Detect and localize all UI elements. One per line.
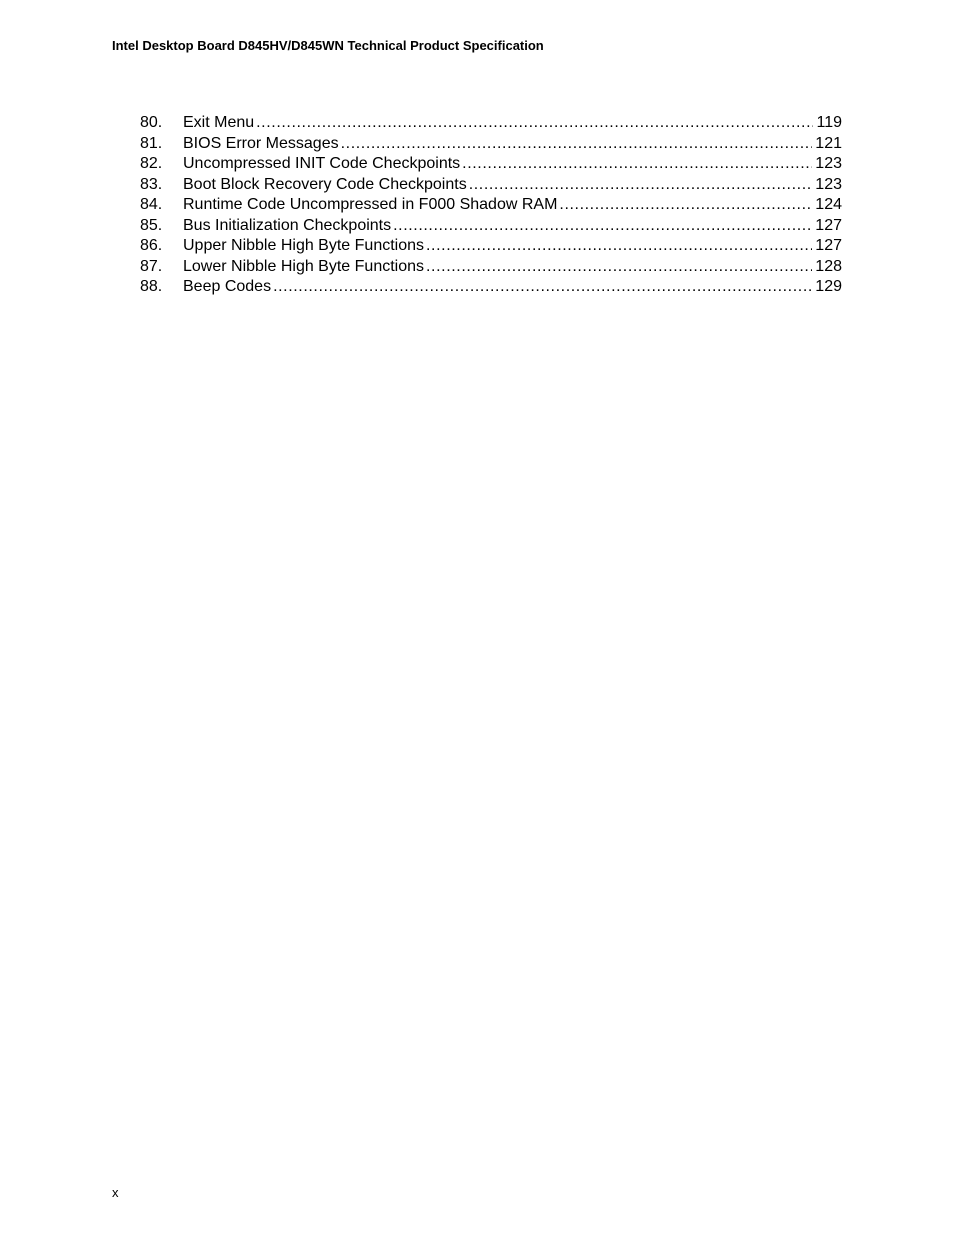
toc-entry-title: Bus Initialization Checkpoints (183, 216, 392, 234)
toc-dot-leader (393, 216, 812, 237)
toc-entry-page: 123 (815, 155, 842, 172)
toc-dot-leader (426, 257, 812, 278)
toc-entry-title: Uncompressed INIT Code Checkpoints (183, 155, 461, 172)
toc-entry-number: 81. (140, 134, 163, 152)
toc-dot-leader (273, 277, 812, 298)
toc-entry-page: 127 (815, 237, 842, 254)
toc-entry (140, 236, 842, 257)
toc-dot-leader (256, 113, 813, 134)
running-header: Intel Desktop Board D845HV/D845WN Technical Product Specification (112, 38, 544, 53)
toc-entry-page: 119 (816, 114, 842, 131)
toc-entry-page: 127 (815, 216, 842, 234)
toc-entry-page: 121 (815, 134, 842, 152)
toc-entry (140, 134, 842, 155)
toc-entry (140, 277, 842, 298)
toc-entry-page: 123 (815, 175, 842, 193)
toc-entry-number: 83. (140, 175, 163, 193)
toc-entry-page: 124 (815, 196, 842, 213)
toc-entry (140, 257, 842, 278)
toc-entry (140, 216, 842, 237)
toc-entry-title: Beep Codes (183, 278, 272, 295)
toc-entry (140, 113, 842, 134)
page-number: x (112, 1185, 119, 1200)
toc-entry (140, 154, 842, 175)
toc-entry-number: 86. (140, 237, 163, 254)
toc-entry (140, 195, 842, 216)
toc-entry-page: 128 (815, 257, 842, 275)
toc-entry-number: 88. (140, 278, 163, 295)
toc-entry-number: 84. (140, 196, 163, 213)
toc-entry-title: Upper Nibble High Byte Functions (183, 237, 425, 254)
toc-entry-number: 82. (140, 155, 163, 172)
table-of-contents (140, 113, 842, 298)
toc-entry-number: 87. (140, 257, 163, 275)
toc-entry-title: BIOS Error Messages (183, 134, 339, 152)
toc-dot-leader (469, 175, 813, 196)
toc-entry-title: Boot Block Recovery Code Checkpoints (183, 175, 467, 193)
toc-entry-title: Runtime Code Uncompressed in F000 Shadow RAM (183, 196, 558, 213)
toc-entry-title: Lower Nibble High Byte Functions (183, 257, 425, 275)
toc-dot-leader (559, 195, 812, 216)
toc-entry-number: 85. (140, 216, 163, 234)
toc-entry-page: 129 (815, 278, 842, 295)
toc-entry (140, 175, 842, 196)
toc-dot-leader (341, 134, 813, 155)
toc-entry-number: 80. (140, 114, 163, 131)
toc-dot-leader (462, 154, 812, 175)
toc-dot-leader (426, 236, 812, 257)
toc-entry-title: Exit Menu (183, 114, 255, 131)
